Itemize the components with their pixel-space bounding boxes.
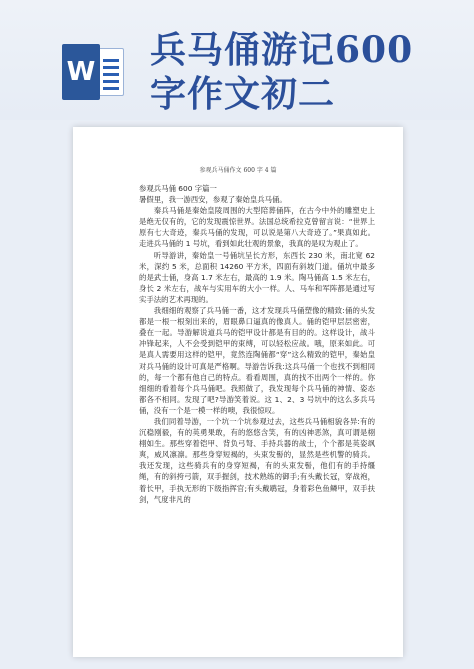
document-page: [73, 127, 403, 657]
document-heading: 参观兵马俑 600 字篇一: [139, 184, 217, 193]
title-line-1: 兵马俑游记600: [150, 29, 414, 71]
paragraph: 我细细的观察了兵马俑一番，这才发现兵马俑塑像的精致:俑的头发都是一根一根刻出来的，眉眼鼻口逼真的像真人。俑的铠甲层层密密，叠在一起。导游解说道兵马的铠甲设计都是有目的的。这样设计，战斗冲锋起来，人不会受到铠甲的束缚，可以轻松应战。哦，原来如此。可是真人需要用这样的铠甲，竟然连陶俑都“穿”这么精致的铠甲，秦始皇对兵马俑的设计可真是严格啊。导游告诉我:这兵马俑一个也找不到相同的，每一个都有他自己的特点。看看周围，真的找不出两个一样的。你细细的看着每个兵马俑吧。我照做了，我发现每个兵马俑的神情、姿态都各不相同。发现了吧?导游笑着说。这 1、2、3 号坑中的这么多兵马俑，没有一个是一模一样的噢，我很惊叹。: [139, 306, 375, 415]
word-letter-tile: W: [62, 44, 100, 100]
icon-line: [103, 87, 119, 90]
icon-line: [103, 80, 119, 83]
paragraph: 听导游讲，秦始皇一号俑坑呈长方形，东西长 230 米，南北宽 62 米，深约 5 米，总面积 14260 平方米，四面有斜坡门道。俑坑中最多的是武士俑，身高 1.7 米左右，最高的 1.9 米。陶马俑高 1.5 米左右，身长 2 米左右，战车与实用车的大小一样。人、马车和军阵都是通过写实手法的艺术再现的。: [139, 250, 375, 304]
icon-line: [103, 59, 119, 62]
document-body: [139, 183, 375, 505]
word-icon: [62, 44, 124, 100]
icon-line: [103, 73, 119, 76]
page-title: [150, 28, 460, 116]
document-intro: 暑假里，我一游西安，参观了秦始皇兵马俑。: [139, 195, 287, 205]
title-line-2: 字作文初二: [150, 73, 336, 115]
paragraph: 我们同着导游，一个坑一个坑参观过去，这些兵马俑相貌各异:有的沉稳刚毅，有的英勇果敢，有的悠悠含笑，有的凶神恶煞，真可谓是栩栩如生。那些穿着铠甲、背负弓弩、手持兵器的战士，个个都是英姿飒爽，威风凛凛。那些身穿短褐的，头束发髻的，显然是些机警的骑兵。我还发现，这些骑兵有的身穿短褐，有的头束发髻，他们有的手持缰绳，有的斜挎弓箭，双手握剑，技术熟练的御手;有头戴长冠，穿战袍，着长甲，手执无形的下级指挥官;有头戴鹖冠，身着彩色鱼鳞甲，双手扶剑，气度非凡的: [139, 416, 375, 504]
header-banner: [0, 0, 474, 120]
icon-line: [103, 66, 119, 69]
running-head: 参观兵马俑作文 600 字 4 篇: [199, 167, 277, 174]
paragraph: 秦兵马俑是秦始皇陵周围的大型陪葬俑阵，在古今中外的雕塑史上是绝无仅有的，它的发现震惊世界。法国总统希拉克曾留言说：“世界上原有七大奇迹，秦兵马俑的发现，可以说是第八大奇迹了。”果真如此。走进兵马俑的 1 号坑，看到如此壮观的景象，我真的是叹为观止了。: [139, 206, 375, 249]
